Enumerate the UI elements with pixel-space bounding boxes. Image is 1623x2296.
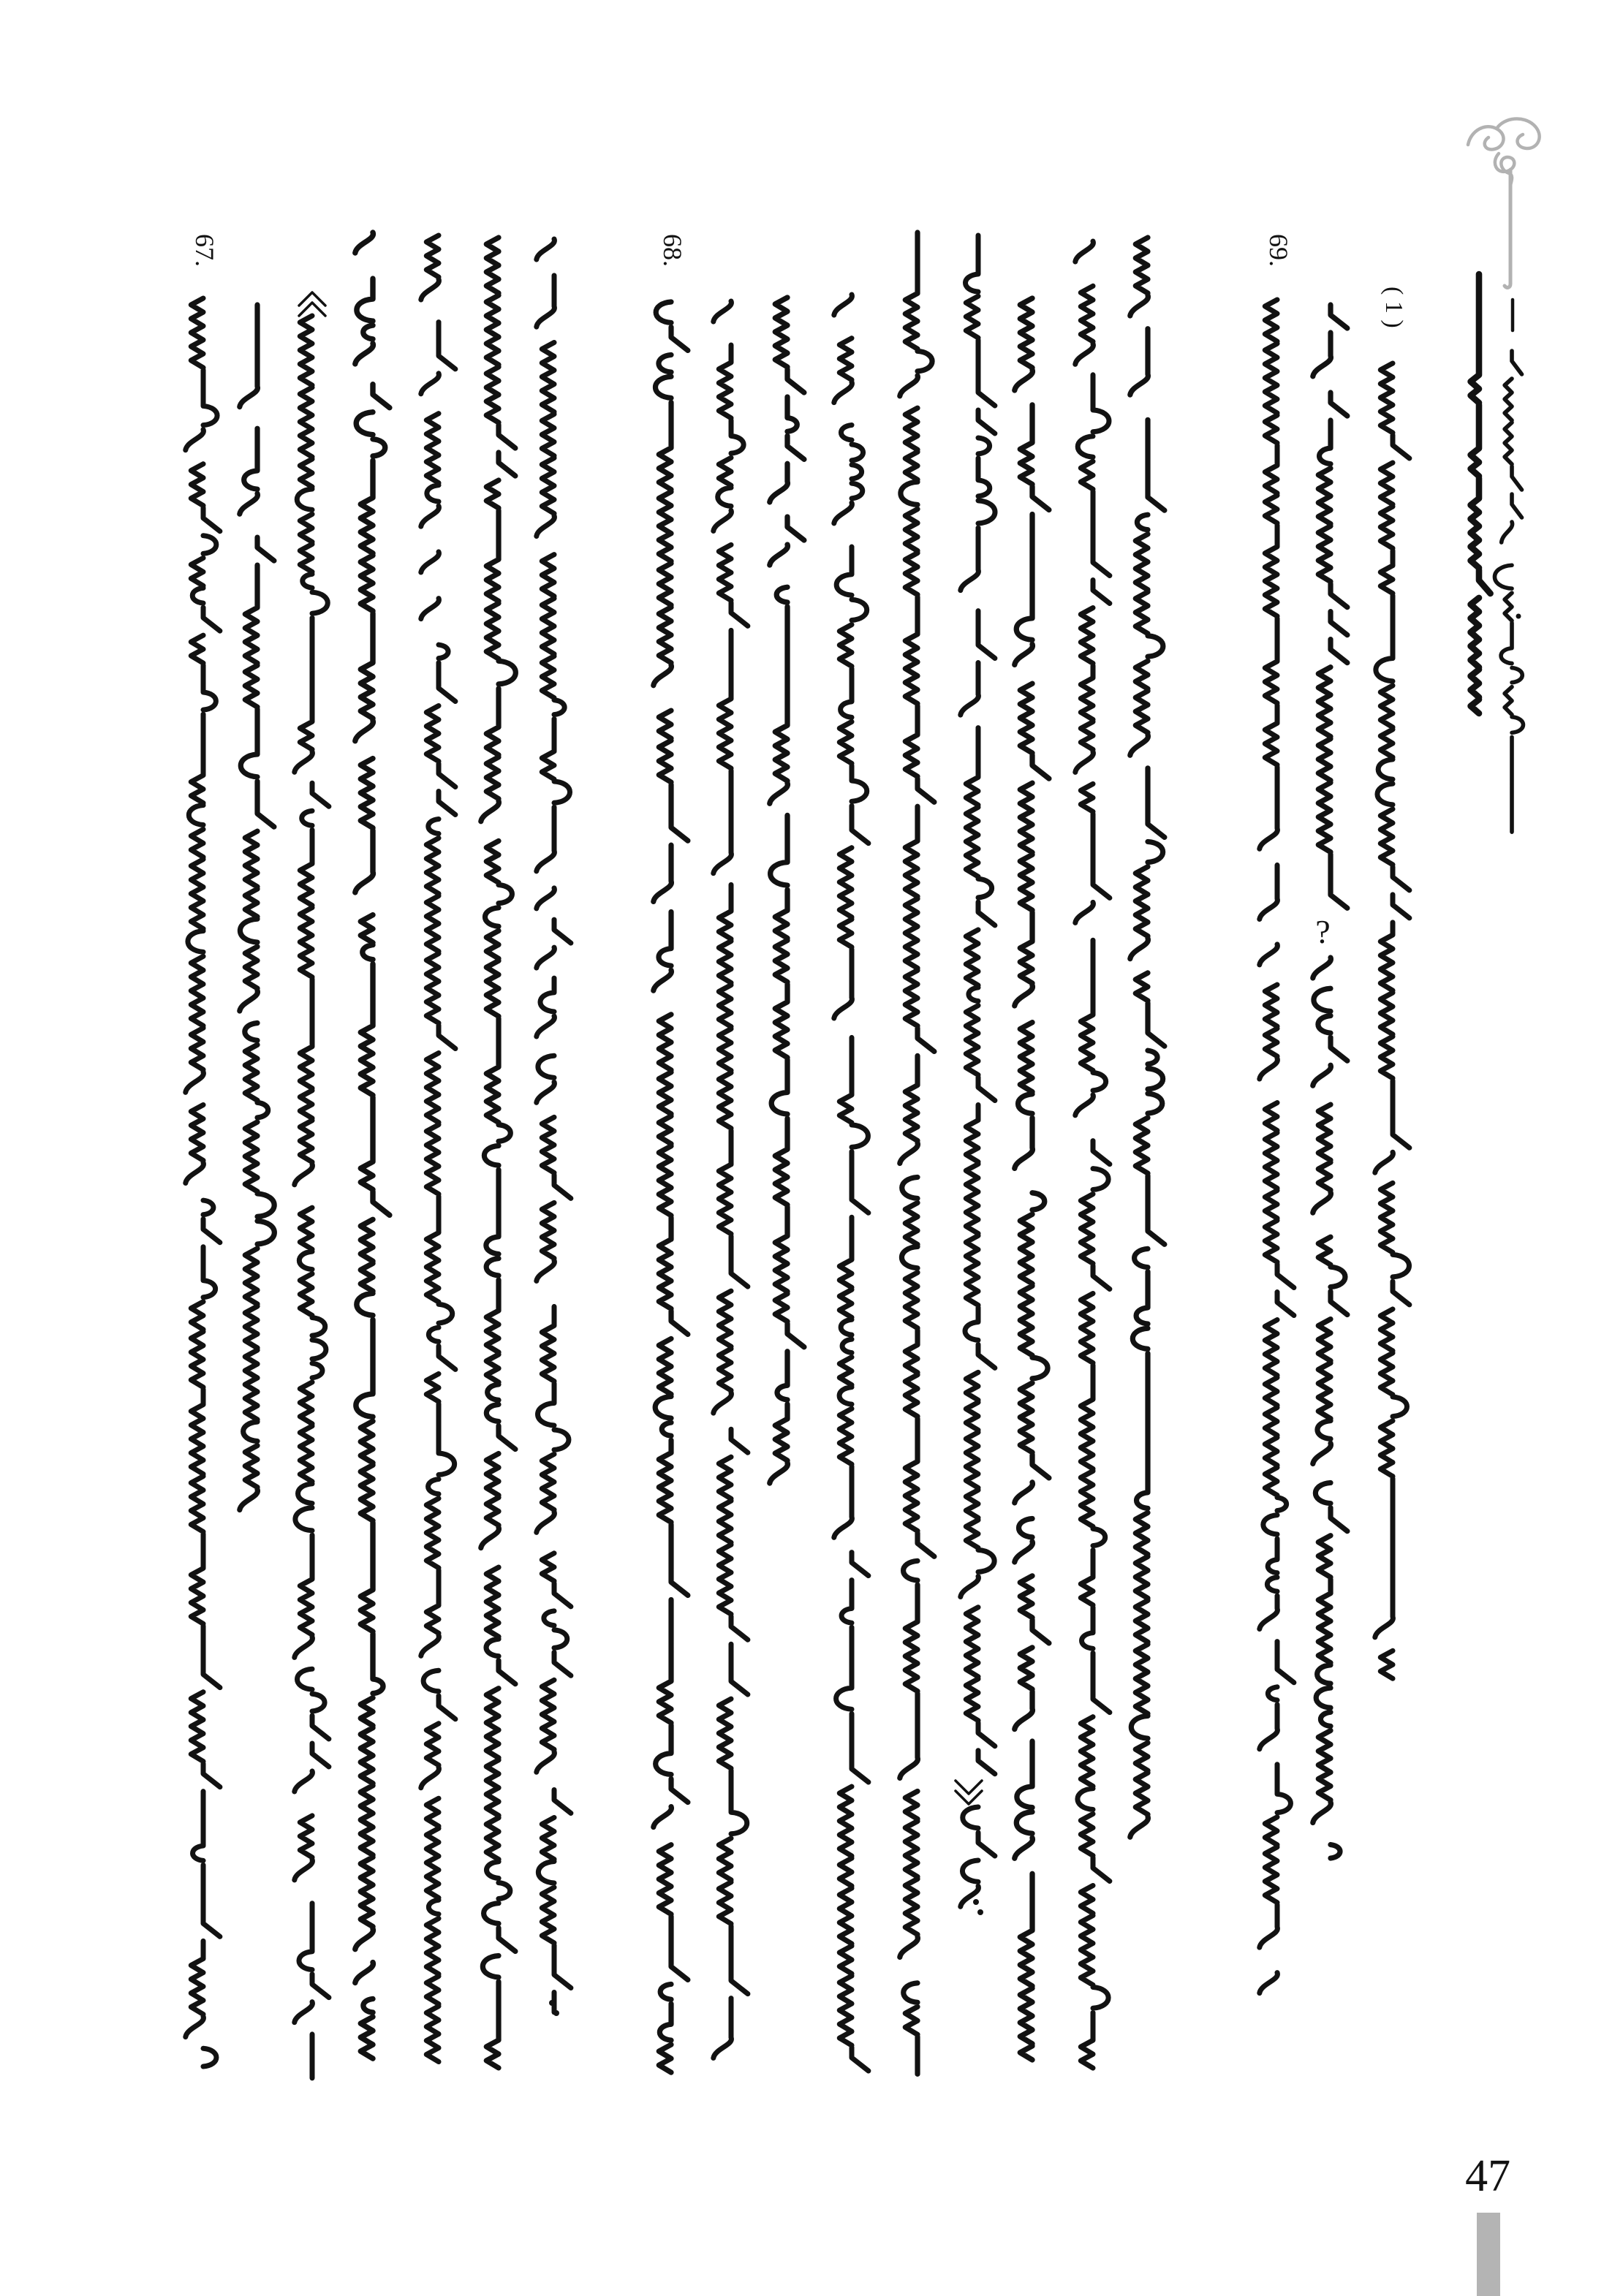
question-mark: ? xyxy=(1315,913,1331,950)
page-number: 47 xyxy=(1465,2151,1511,2201)
page-number-bar xyxy=(1477,2213,1500,2296)
item-67-number: 67. xyxy=(189,234,219,267)
subsection-1-label: ( 1 ) xyxy=(1380,287,1407,328)
item-68-number: 68. xyxy=(657,234,687,267)
item-69-number: 69. xyxy=(1263,234,1293,267)
